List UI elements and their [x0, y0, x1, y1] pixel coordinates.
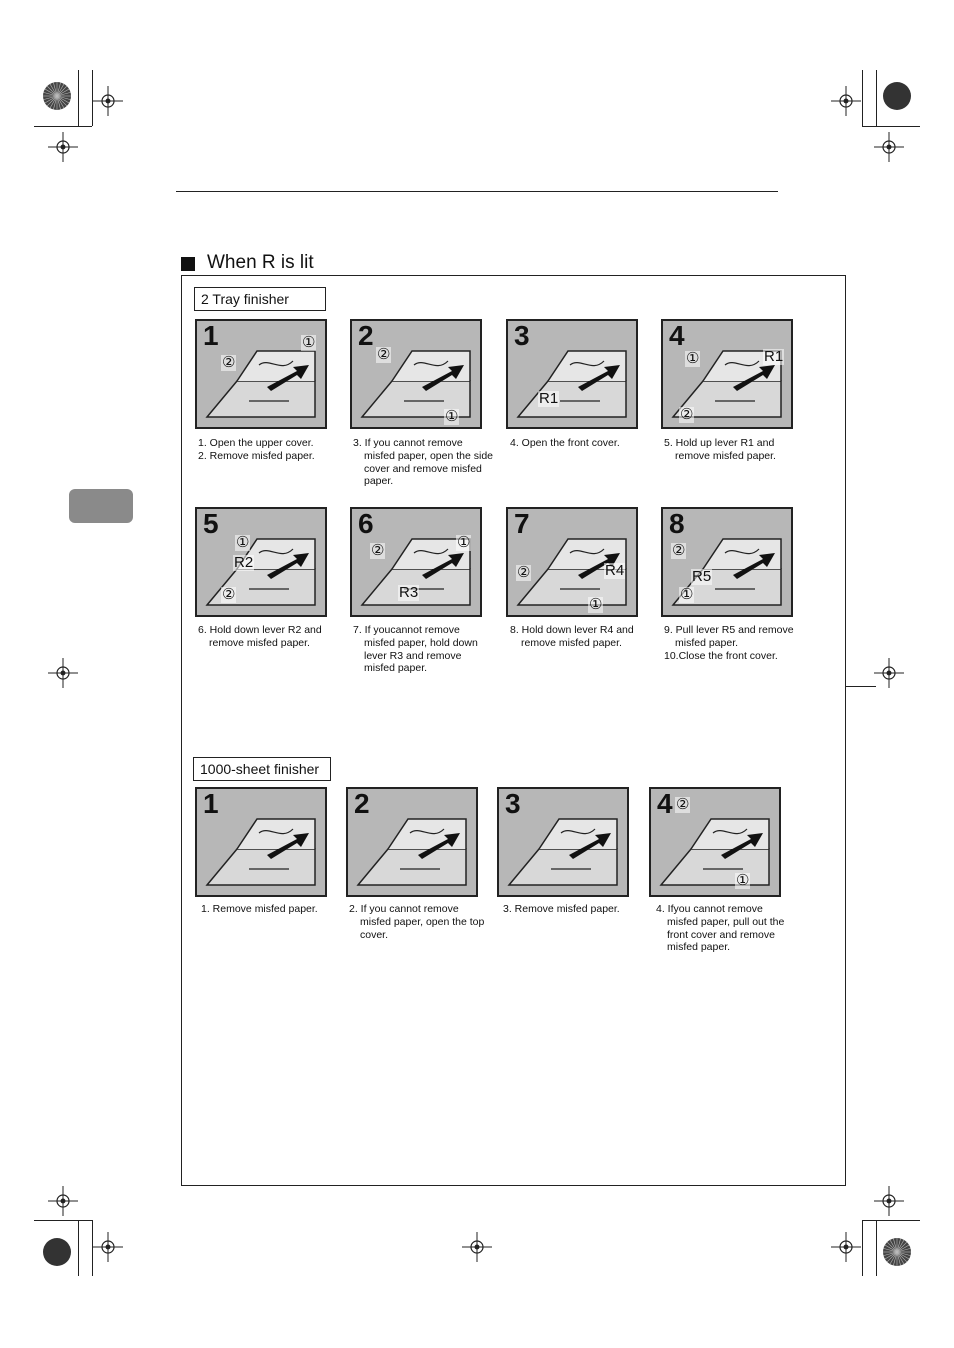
thousand-sheet-step-caption — [656, 903, 796, 954]
two-tray-step-illustration — [661, 507, 793, 617]
step-number: 4 — [669, 320, 685, 351]
crop-line — [862, 126, 920, 127]
step-number: 1 — [203, 320, 219, 351]
step-number: 2 — [358, 320, 374, 351]
registration-mark-icon — [874, 132, 904, 162]
caption-line: 1. Open the upper cover. — [198, 437, 314, 449]
crop-line — [862, 1220, 863, 1276]
step-callout: R3 — [399, 584, 419, 601]
thousand-sheet-step-illustration — [195, 787, 327, 897]
registration-mark-icon — [831, 1232, 861, 1262]
thousand-sheet-finisher-label: 1000-sheet finisher — [193, 757, 331, 781]
step-number: 3 — [505, 788, 521, 819]
drawing-stroke — [518, 381, 626, 417]
caption-line: 5. Hold up lever R1 and remove misfed paper. — [664, 437, 776, 462]
crop-line — [862, 70, 863, 126]
heading-bullet-icon — [181, 257, 195, 271]
step-callout: ② — [517, 564, 531, 581]
caption-line: 8. Hold down lever R4 and remove misfed paper. — [510, 624, 634, 649]
section-heading: When R is lit — [207, 252, 314, 273]
step-callout: R4 — [605, 562, 625, 579]
chapter-tab — [69, 489, 133, 523]
two-tray-step-illustration — [506, 319, 638, 429]
crop-line — [876, 1220, 877, 1276]
registration-mark-icon — [462, 1232, 492, 1262]
caption-line: 2. Remove misfed paper. — [198, 449, 315, 462]
color-target-icon — [882, 1237, 912, 1267]
thousand-sheet-step-caption — [201, 903, 341, 916]
caption-line: 4. Ifyou cannot remove misfed paper, pull out the front cover and remove misfed paper. — [656, 903, 785, 954]
step-number: 1 — [203, 788, 219, 819]
step-callout: R1 — [539, 390, 559, 407]
step-callout: ① — [736, 872, 750, 889]
thousand-sheet-step-illustration — [497, 787, 629, 897]
two-tray-step-illustration — [350, 319, 482, 429]
step-callout: ② — [680, 406, 694, 423]
step-number: 5 — [203, 508, 219, 539]
drawing-stroke — [661, 849, 769, 885]
two-tray-step-caption — [510, 437, 650, 450]
caption-line: 3. Remove misfed paper. — [503, 903, 620, 915]
step-callout: ① — [236, 534, 250, 551]
two-tray-step-illustration — [506, 507, 638, 617]
thousand-sheet-step-caption — [349, 903, 489, 941]
caption-line: 3. If you cannot remove misfed paper, open the side cover and remove misfed paper. — [353, 437, 494, 488]
two-tray-step-caption — [664, 624, 804, 662]
two-tray-finisher-label: 2 Tray finisher — [194, 287, 326, 311]
step-callout: ① — [445, 408, 459, 425]
thousand-sheet-step-illustration — [649, 787, 781, 897]
header-rule — [176, 191, 778, 192]
color-target-icon — [882, 81, 912, 111]
step-number: 3 — [514, 320, 530, 351]
caption-line: 10.Close the front cover. — [664, 649, 778, 662]
two-tray-step-caption — [198, 437, 338, 463]
step-number: 4 — [657, 788, 673, 819]
two-tray-step-illustration — [195, 507, 327, 617]
registration-mark-icon — [874, 658, 904, 688]
crop-line — [34, 1220, 92, 1221]
drawing-stroke — [207, 849, 315, 885]
caption-line: 4. Open the front cover. — [510, 437, 620, 449]
step-callout: ① — [457, 534, 471, 551]
step-callout: ② — [676, 796, 690, 813]
step-callout: R1 — [764, 348, 784, 365]
registration-mark-icon — [93, 86, 123, 116]
step-number: 8 — [669, 508, 685, 539]
step-callout: ① — [686, 350, 700, 367]
step-number: 7 — [514, 508, 530, 539]
step-number: 6 — [358, 508, 374, 539]
caption-line: 1. Remove misfed paper. — [201, 903, 318, 915]
step-callout: ① — [680, 586, 694, 603]
step-callout: R2 — [234, 554, 254, 571]
drawing-stroke — [207, 381, 315, 417]
step-callout: ② — [222, 354, 236, 371]
crop-line — [876, 70, 877, 126]
color-target-icon — [42, 1237, 72, 1267]
two-tray-step-caption — [353, 624, 493, 675]
two-tray-step-caption — [664, 437, 804, 463]
drawing-stroke — [509, 849, 617, 885]
thousand-sheet-step-illustration — [346, 787, 478, 897]
registration-mark-icon — [874, 1186, 904, 1216]
two-tray-step-caption — [353, 437, 493, 488]
caption-line: 9. Pull lever R5 and remove misfed paper. — [664, 624, 794, 649]
color-target-icon — [42, 81, 72, 111]
crop-line — [34, 126, 92, 127]
step-callout: ② — [222, 586, 236, 603]
registration-mark-icon — [48, 1186, 78, 1216]
caption-line: 2. If you cannot remove misfed paper, open the top cover. — [349, 903, 485, 941]
step-callout: ② — [371, 542, 385, 559]
two-tray-step-illustration — [661, 319, 793, 429]
crop-line — [92, 70, 93, 126]
two-tray-step-illustration — [350, 507, 482, 617]
edge-tick — [846, 686, 876, 687]
drawing-stroke — [358, 849, 466, 885]
crop-line — [78, 70, 79, 126]
registration-mark-icon — [48, 132, 78, 162]
step-number: 2 — [354, 788, 370, 819]
caption-line: 6. Hold down lever R2 and remove misfed paper. — [198, 624, 322, 649]
step-callout: ② — [672, 542, 686, 559]
registration-mark-icon — [48, 658, 78, 688]
registration-mark-icon — [831, 86, 861, 116]
crop-line — [92, 1220, 93, 1276]
step-callout: R5 — [692, 568, 712, 585]
thousand-sheet-step-caption — [503, 903, 643, 916]
step-callout: ① — [589, 596, 603, 613]
two-tray-step-illustration — [195, 319, 327, 429]
crop-line — [78, 1220, 79, 1276]
step-callout: ② — [377, 346, 391, 363]
two-tray-step-caption — [510, 624, 650, 650]
two-tray-step-caption — [198, 624, 338, 650]
step-callout: ① — [302, 334, 316, 351]
caption-line: 7. If youcannot remove misfed paper, hold down lever R3 and remove misfed paper. — [353, 624, 478, 675]
crop-line — [862, 1220, 920, 1221]
registration-mark-icon — [93, 1232, 123, 1262]
